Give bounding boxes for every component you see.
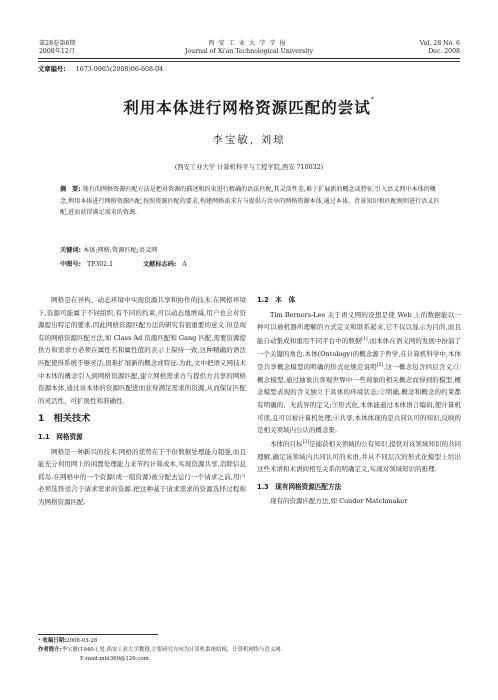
author-email: E-mail:mbl369@126.com.	[80, 656, 151, 662]
journal-name-en: Journal of Xi'an Technological University	[184, 48, 314, 55]
volume-issue-en: Vol. 28 No. 6	[419, 40, 460, 47]
author-bio-text: 李宝敏(1940-),男,西安工业大学教授,主要研究方向为计算机系统结构、计算机网络与语义网.	[61, 647, 283, 653]
received-label: 收稿日期:	[42, 638, 67, 644]
document-code-label: 文献标志码:	[143, 261, 177, 268]
issue-date-en: Dec. 2008	[428, 48, 460, 55]
ontology-para-text-a: Tim Berners-Lee 关于语义网的设想是使 Web 上的数据能以一种可以被机器所理解的方式定义和联系起来,它不仅以显示为目的,而且能自动集成和重用不同平台中的数据	[257, 310, 461, 345]
article-number	[38, 64, 163, 73]
right-column	[257, 294, 461, 508]
journal-name-cn: 西安工业大学学报	[208, 40, 290, 47]
abstract	[60, 184, 440, 219]
footnotes	[38, 637, 282, 664]
left-column	[38, 294, 246, 509]
ontology-para-text-b: .而本体在语义网的发展中扮演了一个关键的角色.本体(Ontology)的概念源于哲学,在计算机科学中,本体是共享概念模型的明确的形式化规范说明	[257, 336, 461, 372]
bullet-icon: *	[38, 638, 43, 644]
citation-3: [3]	[302, 439, 309, 445]
header-rule-thin	[38, 61, 460, 62]
section-1-3-paragraph: 现有的资源匹配方法,如 Condor Matchmaker	[270, 497, 408, 506]
intro-paragraph: 网格是在异构、动态环境中实现资源共享和协作的技术.在网格环境下,资源可能属于不同组织,有不同的约束,可以动态地增减,用户也会对资源提出特定的要求.因此网格资源匹配方法的研究有很重要的意义.但是现有的网格资源匹配方法,如 Class Ad 资源匹配和 Gang 匹配,需要资源提供方和需求方必须在属性名和属性值的表示上保持一致,这种精确的语法匹配使得系统不够灵活,很难扩展新的概念或特征.为此,文中把语义网技术中本体的概念引入到网格资源匹配,建立网格需求方与提供方共享的网格资源本体,通过该本体的资源匹配进而获得满足需求的资源,从而保证匹配的灵活性、可扩展性和准确性.	[38, 296, 246, 405]
keywords-text: 本体;网格;资源匹配;语义网	[83, 247, 158, 254]
abstract-label: 摘 要:	[60, 186, 81, 193]
paper-authors: 李宝敏, 刘琼	[212, 134, 286, 146]
volume-issue: 第28卷第6期	[39, 40, 76, 47]
section-1-1-heading: 1.1 网格资源	[38, 432, 83, 441]
citation-1: [1]	[361, 336, 368, 342]
section-1-2-paragraph-1	[257, 309, 461, 437]
footnote-rule	[38, 634, 158, 635]
section-1-2-heading: 1.2 本 体	[257, 296, 296, 304]
received-value: 2008-03-28	[66, 638, 98, 644]
ontology-goal-text-a: 本体的目标	[270, 440, 303, 448]
keywords-label: 关键词:	[60, 247, 82, 254]
citation-2: [2]	[376, 363, 384, 369]
keywords	[60, 245, 157, 254]
header-rule	[38, 58, 460, 59]
section-1-2-paragraph-2	[257, 437, 461, 476]
section-1-1-paragraph: 网格是一种新兴的技术.网格的优势在于不但数据处理能力超强,而且能充分利用网上的闲置处理能力来节约计算成本,实现资源共享,消除信息孤岛.在网格中的一个资源(或一组资源)被分配去运行一个请求之前,用户必须选择适合于请求需求的资源.把这种基于请求需求的资源选择过程称为网格资源匹配.	[38, 447, 246, 506]
ontology-para-text-c: .这一概念包含四层含义:①概念模型,通过抽象出客观世界中一些现象的相关概念而得到的模型,概念模型表现的含义独立于具体的环境状态;②明确,概念和概念的约束都有明确的、无歧异的定义;③形式化,本体能通过本体语言编码,使计算机可读,且可以被计算机处理;④共享,本体体现的是共同认可的知识,反映的是相关领域内公认的概念集.	[257, 363, 461, 435]
received-date	[38, 637, 282, 646]
ontology-goal-text-b: 是捕获相关领域的公有知识,提供对该领域知识的共同理解,确定该领域内共同认可的术语,并从不同层次的形式化模型上给出这些术语和术语间相互关系的明确定义,实现对领域知识的推理.	[257, 440, 462, 474]
paper-title-text: 利用本体进行网格资源匹配的尝试	[123, 99, 371, 117]
paper-title	[0, 96, 498, 118]
document-code-value: A	[182, 261, 187, 268]
title-footnote-mark: *	[370, 96, 375, 103]
article-number-label: 文章编号:	[38, 66, 66, 73]
issue-date: 2008年12月	[39, 48, 75, 55]
author-bio-label: 作者简介:	[38, 647, 62, 653]
author-bio	[38, 646, 282, 655]
section-1-heading: 1 相关技术	[38, 413, 91, 425]
classification	[60, 259, 191, 268]
classification-label: 中图号:	[60, 261, 82, 268]
journal-volume-info-en	[420, 40, 460, 56]
article-number-value: 1673-9965(2008)06-608-04	[75, 66, 164, 73]
abstract-text: 现有的网格资源匹配方法是把对资源的描述和约束进行精确的语法匹配,其灵活性差,难于扩展新的概念或特征.引入语义网中本体的概念,利用本体进行网格资源匹配,按照资源匹配的要求,构建网格需求方与提供方共享的网格资源本体,通过本体、背景知识和匹配规则进行语义匹配,进而获得满足需求的资源.	[60, 186, 440, 216]
classification-value: TP302.1	[87, 261, 114, 268]
paper-affiliation: (西安工业大学 计算机科学与工程学院,西安 710032)	[174, 164, 324, 171]
section-1-3-heading: 1.3 现有网格资源匹配方法	[257, 482, 342, 491]
